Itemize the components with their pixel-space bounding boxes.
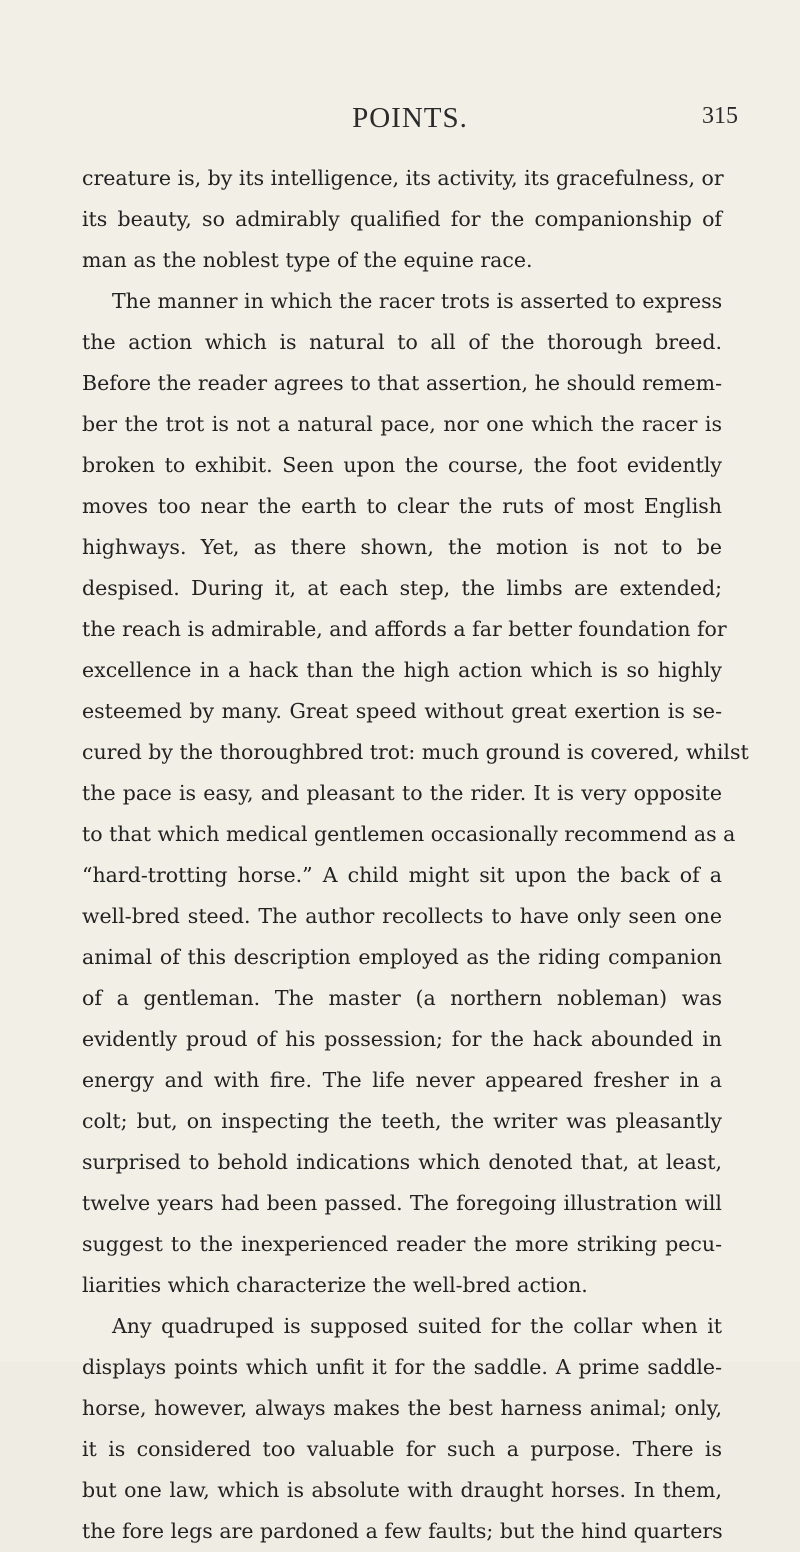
text-line: horse, however, always makes the best harness animal; only, — [82, 1396, 722, 1420]
text-line: colt; but, on inspecting the teeth, the writer was pleasantly — [82, 1109, 722, 1133]
text-line: broken to exhibit. Seen upon the course, the foot evidently — [82, 453, 722, 477]
text-line: displays points which unfit it for the saddle. A prime saddle- — [82, 1355, 722, 1379]
running-head — [82, 102, 738, 142]
text-line: ber the trot is not a natural pace, nor one which the racer is — [82, 412, 722, 436]
body-text — [82, 158, 749, 1552]
text-line: evidently proud of his possession; for the hack abounded in — [82, 1027, 722, 1051]
text-line: The manner in which the racer trots is asserted to express — [112, 289, 723, 313]
text-line: Before the reader agrees to that assertion, he should remem- — [82, 371, 722, 395]
text-line: but one law, which is absolute with draught horses. In them, — [82, 1478, 722, 1502]
text-line: despised. During it, at each step, the limbs are extended; — [82, 576, 722, 600]
text-line: liarities which characterize the well-bred action. — [82, 1273, 588, 1297]
text-line: well-bred steed. The author recollects to have only seen one — [82, 904, 722, 928]
text-line: excellence in a hack than the high action which is so highly — [82, 658, 722, 682]
text-line: cured by the thoroughbred trot: much ground is covered, whilst — [82, 740, 749, 764]
text-line: twelve years had been passed. The foregoing illustration will — [82, 1191, 722, 1215]
text-line: it is considered too valuable for such a purpose. There is — [82, 1437, 722, 1461]
text-line: man as the noblest type of the equine race. — [82, 248, 533, 272]
text-line: energy and with fire. The life never appeared fresher in a — [82, 1068, 722, 1092]
text-line: esteemed by many. Great speed without great exertion is se- — [82, 699, 722, 723]
text-line: to that which medical gentlemen occasionally recommend as a — [82, 822, 736, 846]
text-line: highways. Yet, as there shown, the motion is not to be — [82, 535, 722, 559]
text-line: its beauty, so admirably qualified for the companionship of — [82, 207, 722, 231]
page-number: 315 — [702, 103, 738, 129]
text-line: the fore legs are pardoned a few faults; but the hind quarters — [82, 1519, 723, 1543]
text-line: creature is, by its intelligence, its activity, its gracefulness, or — [82, 166, 724, 190]
text-line: surprised to behold indications which denoted that, at least, — [82, 1150, 722, 1174]
text-line: animal of this description employed as the riding companion — [82, 945, 722, 969]
text-line: the action which is natural to all of the thorough breed. — [82, 330, 722, 354]
text-line: of a gentleman. The master (a northern nobleman) was — [82, 986, 722, 1010]
text-line: the reach is admirable, and affords a far better foundation for — [82, 617, 727, 641]
text-line: suggest to the inexperienced reader the more striking pecu- — [82, 1232, 722, 1256]
page-title: POINTS. — [352, 102, 468, 134]
text-line: Any quadruped is supposed suited for the collar when it — [112, 1314, 722, 1338]
text-line: “hard-trotting horse.” A child might sit upon the back of a — [82, 863, 722, 887]
text-line: moves too near the earth to clear the ruts of most English — [82, 494, 722, 518]
text-line: the pace is easy, and pleasant to the rider. It is very opposite — [82, 781, 722, 805]
